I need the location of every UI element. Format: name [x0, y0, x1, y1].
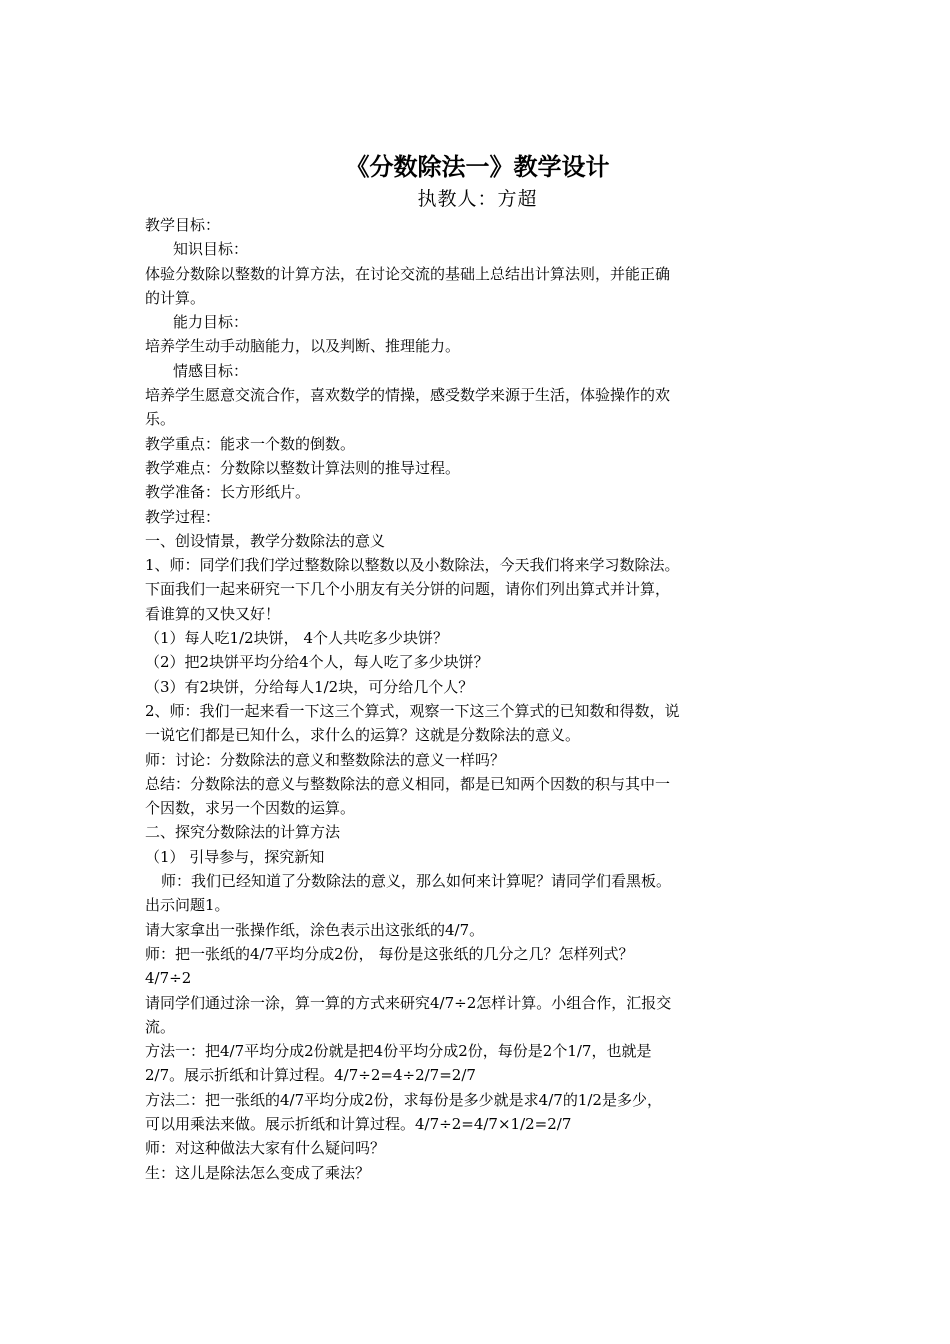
- teaching-focus: 教学重点：能求一个数的倒数。: [145, 434, 356, 453]
- paragraph-line: 可以用乘法来做。展示折纸和计算过程。4/7÷2=4/7×1/2=2/7: [145, 1114, 572, 1133]
- paragraph-line: 培养学生愿意交流合作，喜欢数学的情操，感受数学来源于生活，体验操作的欢: [145, 386, 671, 405]
- paragraph-line: 生：这儿是除法怎么变成了乘法？: [145, 1163, 371, 1182]
- paragraph-line: 1、师：同学们我们学过整数除以整数以及小数除法，今天我们将来学习数除法。: [145, 556, 680, 575]
- paragraph-line: 2、师：我们一起来看一下这三个算式，观察一下这三个算式的已知数和得数，说: [145, 701, 680, 720]
- question-item: （2）把2块饼平均分给4个人，每人吃了多少块饼？: [145, 653, 489, 672]
- paragraph-line: 看谁算的又快又好！: [145, 604, 281, 623]
- section-heading-1: 一、创设情景，教学分数除法的意义: [145, 531, 386, 550]
- formula-line: 4/7÷2: [145, 969, 192, 988]
- paragraph-line: 请同学们通过涂一涂，算一算的方式来研究4/7÷2怎样计算。小组合作，汇报交: [145, 993, 672, 1012]
- subheading-emotion-goal: 情感目标：: [173, 361, 249, 380]
- paragraph-line: 个因数，求另一个因数的运算。: [145, 799, 356, 818]
- paragraph-line: 流。: [145, 1017, 176, 1036]
- paragraph-line: 一说它们都是已知什么，求什么的运算？这就是分数除法的意义。: [145, 726, 581, 745]
- paragraph-line: 请大家拿出一张操作纸，涂色表示出这张纸的4/7。: [145, 920, 485, 939]
- teaching-difficulty: 教学难点：分数除以整数计算法则的推导过程。: [145, 458, 461, 477]
- document-body: [145, 213, 810, 1185]
- document-title: 《分数除法一》教学设计: [345, 153, 610, 181]
- teaching-preparation: 教学准备：长方形纸片。: [145, 483, 311, 502]
- heading-teaching-process: 教学过程：: [145, 507, 221, 526]
- document-author: 执教人：方超: [417, 188, 538, 210]
- paragraph-line: 师：对这种做法大家有什么疑问吗？: [145, 1139, 386, 1158]
- document-page: [145, 150, 810, 1185]
- heading-teaching-goals: 教学目标：: [145, 216, 221, 234]
- method-two: 方法二：把一张纸的4/7平均分成2份，求每份是多少就是求4/7的1/2是多少，: [145, 1090, 662, 1109]
- subsection-heading: （1） 引导参与，探究新知: [145, 847, 325, 866]
- question-item: （3）有2块饼，分给每人1/2块，可分给几个人？: [145, 677, 474, 696]
- subheading-ability-goal: 能力目标：: [173, 313, 249, 332]
- paragraph-line: 师：我们已经知道了分数除法的意义，那么如何来计算呢？请同学们看黑板。: [161, 872, 672, 891]
- method-one: 方法一：把4/7平均分成2份就是把4份平均分成2份，每份是2个1/7，也就是: [145, 1042, 652, 1061]
- paragraph-line: 的计算。: [145, 288, 206, 307]
- paragraph-line: 体验分数除以整数的计算方法，在讨论交流的基础上总结出计算法则，并能正确: [145, 264, 671, 283]
- section-heading-2: 二、探究分数除法的计算方法: [145, 823, 341, 842]
- paragraph-line: 师：把一张纸的4/7平均分成2份， 每份是这张纸的几分之几？怎样列式？: [145, 944, 634, 963]
- paragraph-line: 下面我们一起来研究一下几个小朋友有关分饼的问题，请你们列出算式并计算，: [145, 580, 671, 599]
- paragraph-line: 师：讨论：分数除法的意义和整数除法的意义一样吗？: [145, 750, 506, 769]
- paragraph-line: 培养学生动手动脑能力，以及判断、推理能力。: [145, 337, 461, 356]
- paragraph-line: 总结：分数除法的意义与整数除法的意义相同，都是已知两个因数的积与其中一: [145, 774, 671, 793]
- question-item: （1）每人吃1/2块饼， 4个人共吃多少块饼？: [145, 629, 448, 648]
- paragraph-line: 2/7。展示折纸和计算过程。4/7÷2=4÷2/7=2/7: [145, 1066, 476, 1085]
- paragraph-line: 乐。: [145, 410, 176, 429]
- paragraph-line: 出示问题1。: [145, 896, 230, 915]
- subheading-knowledge-goal: 知识目标：: [173, 240, 249, 259]
